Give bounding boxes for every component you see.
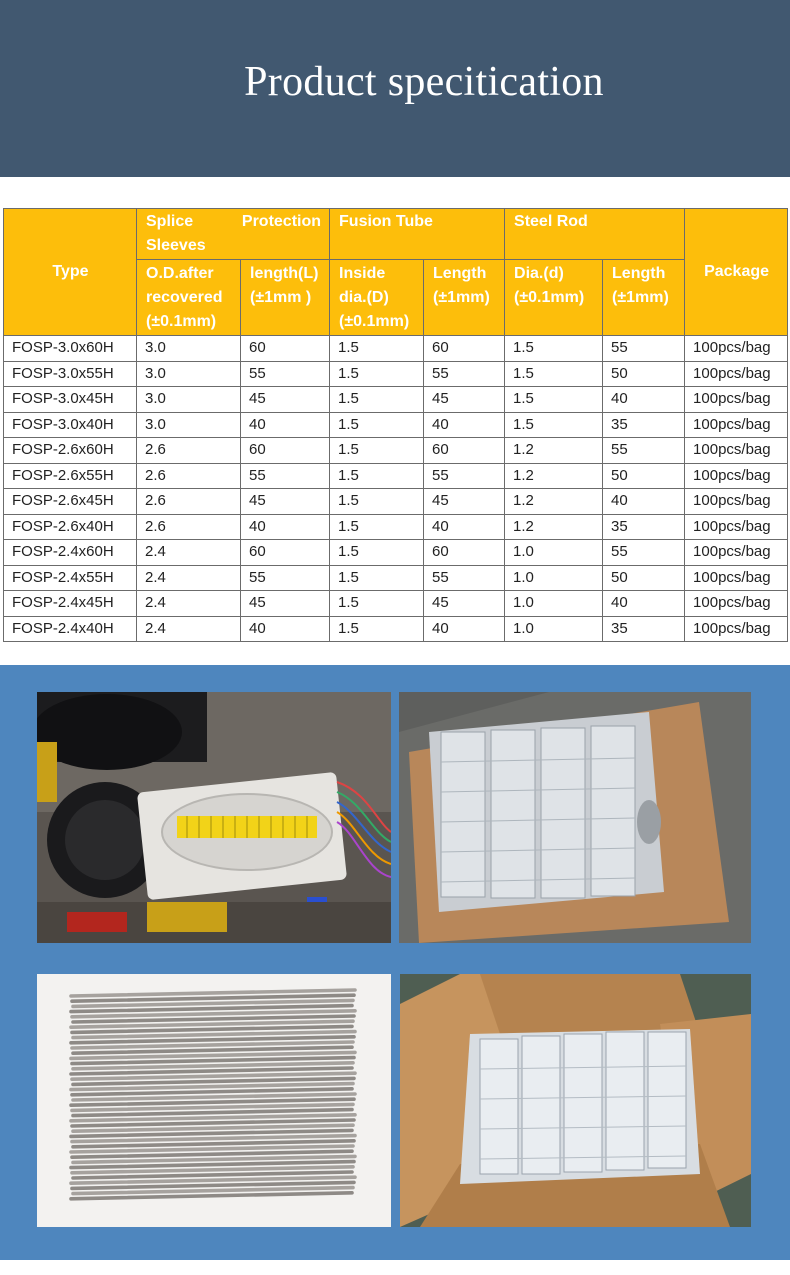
table-row bbox=[4, 591, 788, 617]
cell-rod-dia: 1.0 bbox=[505, 591, 603, 617]
cell-inside-dia: 1.5 bbox=[330, 438, 424, 464]
cell-rod-dia: 1.2 bbox=[505, 514, 603, 540]
cell-type: FOSP-2.4x55H bbox=[4, 565, 137, 591]
cell-sleeve-length: 55 bbox=[241, 361, 330, 387]
cell-inside-dia: 1.5 bbox=[330, 463, 424, 489]
header-splice-word: Splice bbox=[146, 213, 194, 230]
cell-tube-length: 60 bbox=[424, 336, 505, 362]
cell-rod-length: 55 bbox=[603, 540, 685, 566]
photo-gallery bbox=[0, 665, 790, 1260]
cell-rod-length: 35 bbox=[603, 514, 685, 540]
cell-type: FOSP-3.0x40H bbox=[4, 412, 137, 438]
table-row bbox=[4, 540, 788, 566]
header-protection-word: Protection bbox=[241, 213, 322, 230]
cell-type: FOSP-2.4x60H bbox=[4, 540, 137, 566]
cell-type: FOSP-2.4x40H bbox=[4, 616, 137, 642]
cell-inside-dia: 1.5 bbox=[330, 540, 424, 566]
cell-tube-length: 40 bbox=[424, 412, 505, 438]
cell-tube-length: 55 bbox=[424, 361, 505, 387]
table-row bbox=[4, 514, 788, 540]
cell-sleeve-length: 60 bbox=[241, 336, 330, 362]
cell-rod-length: 55 bbox=[603, 336, 685, 362]
header-inside-line1: Inside bbox=[339, 265, 386, 282]
header-rod-length-line2: (±1mm) bbox=[612, 289, 669, 306]
cell-inside-dia: 1.5 bbox=[330, 387, 424, 413]
cell-rod-dia: 1.0 bbox=[505, 565, 603, 591]
cell-od: 3.0 bbox=[137, 336, 241, 362]
header-fusion-tube: Fusion Tube bbox=[330, 209, 505, 260]
cell-od: 2.6 bbox=[137, 463, 241, 489]
cell-package: 100pcs/bag bbox=[685, 591, 788, 617]
header-od-line3: (±0.1mm) bbox=[146, 313, 217, 330]
cell-package: 100pcs/bag bbox=[685, 438, 788, 464]
cell-rod-length: 55 bbox=[603, 438, 685, 464]
header-rod-dia-line2: (±0.1mm) bbox=[514, 289, 585, 306]
cell-package: 100pcs/bag bbox=[685, 412, 788, 438]
cell-type: FOSP-2.6x60H bbox=[4, 438, 137, 464]
table-row bbox=[4, 489, 788, 515]
cell-tube-length: 45 bbox=[424, 387, 505, 413]
boxed-sleeves-photo bbox=[400, 974, 751, 1227]
cell-inside-dia: 1.5 bbox=[330, 361, 424, 387]
cell-sleeve-length: 45 bbox=[241, 387, 330, 413]
cell-type: FOSP-3.0x45H bbox=[4, 387, 137, 413]
cell-rod-dia: 1.5 bbox=[505, 387, 603, 413]
cell-type: FOSP-2.4x45H bbox=[4, 591, 137, 617]
table-row bbox=[4, 412, 788, 438]
cell-rod-length: 40 bbox=[603, 387, 685, 413]
cell-rod-dia: 1.5 bbox=[505, 412, 603, 438]
cell-type: FOSP-2.6x40H bbox=[4, 514, 137, 540]
cell-package: 100pcs/bag bbox=[685, 489, 788, 515]
cell-rod-length: 50 bbox=[603, 463, 685, 489]
header-rod-length bbox=[603, 260, 685, 336]
cell-od: 3.0 bbox=[137, 387, 241, 413]
cell-tube-length: 40 bbox=[424, 616, 505, 642]
header-inside-line3: (±0.1mm) bbox=[339, 313, 410, 330]
header-od-line1: O.D.after bbox=[146, 265, 214, 282]
cell-inside-dia: 1.5 bbox=[330, 489, 424, 515]
header-inside-dia bbox=[330, 260, 424, 336]
cell-rod-dia: 1.0 bbox=[505, 540, 603, 566]
header-sleeve-length-line2: (±1mm ) bbox=[250, 289, 312, 306]
cell-inside-dia: 1.5 bbox=[330, 336, 424, 362]
cell-od: 3.0 bbox=[137, 361, 241, 387]
cell-type: FOSP-3.0x60H bbox=[4, 336, 137, 362]
table-row bbox=[4, 565, 788, 591]
cell-rod-length: 40 bbox=[603, 591, 685, 617]
cell-tube-length: 60 bbox=[424, 438, 505, 464]
cell-rod-dia: 1.5 bbox=[505, 361, 603, 387]
cell-rod-dia: 1.2 bbox=[505, 438, 603, 464]
cell-package: 100pcs/bag bbox=[685, 565, 788, 591]
header-od-line2: recovered bbox=[146, 289, 223, 306]
cell-package: 100pcs/bag bbox=[685, 616, 788, 642]
spec-table bbox=[3, 208, 788, 642]
cell-od: 2.4 bbox=[137, 540, 241, 566]
cell-package: 100pcs/bag bbox=[685, 540, 788, 566]
table-row bbox=[4, 463, 788, 489]
cell-od: 2.6 bbox=[137, 438, 241, 464]
header-steel-rod: Steel Rod bbox=[505, 209, 685, 260]
header-package: Package bbox=[685, 209, 788, 336]
cell-tube-length: 45 bbox=[424, 591, 505, 617]
header-sleeve-length bbox=[241, 260, 330, 336]
steel-rods-photo bbox=[37, 974, 391, 1227]
header-rod-dia-line1: Dia.(d) bbox=[514, 265, 564, 282]
header-od-after-recovered bbox=[137, 260, 241, 336]
header-rod-length-line1: Length bbox=[612, 265, 666, 282]
cell-od: 2.4 bbox=[137, 565, 241, 591]
cell-sleeve-length: 60 bbox=[241, 438, 330, 464]
cell-od: 2.6 bbox=[137, 514, 241, 540]
cell-package: 100pcs/bag bbox=[685, 387, 788, 413]
cell-inside-dia: 1.5 bbox=[330, 565, 424, 591]
cell-rod-length: 35 bbox=[603, 412, 685, 438]
cell-sleeve-length: 40 bbox=[241, 616, 330, 642]
cell-package: 100pcs/bag bbox=[685, 514, 788, 540]
header-type: Type bbox=[4, 209, 137, 336]
cell-tube-length: 45 bbox=[424, 489, 505, 515]
header-tube-length-line2: (±1mm) bbox=[433, 289, 490, 306]
cell-sleeve-length: 60 bbox=[241, 540, 330, 566]
cell-inside-dia: 1.5 bbox=[330, 591, 424, 617]
header-row-main bbox=[4, 209, 788, 260]
table-row bbox=[4, 387, 788, 413]
cell-rod-length: 50 bbox=[603, 565, 685, 591]
table-row bbox=[4, 616, 788, 642]
cell-sleeve-length: 40 bbox=[241, 412, 330, 438]
banner bbox=[0, 0, 790, 177]
cell-inside-dia: 1.5 bbox=[330, 616, 424, 642]
cell-sleeve-length: 55 bbox=[241, 565, 330, 591]
table-row bbox=[4, 361, 788, 387]
cell-rod-length: 40 bbox=[603, 489, 685, 515]
cell-rod-length: 50 bbox=[603, 361, 685, 387]
cell-tube-length: 60 bbox=[424, 540, 505, 566]
bagged-sleeves-photo bbox=[399, 692, 751, 943]
cell-inside-dia: 1.5 bbox=[330, 412, 424, 438]
cell-package: 100pcs/bag bbox=[685, 463, 788, 489]
header-rod-dia bbox=[505, 260, 603, 336]
cell-sleeve-length: 55 bbox=[241, 463, 330, 489]
cell-tube-length: 55 bbox=[424, 565, 505, 591]
cell-sleeve-length: 40 bbox=[241, 514, 330, 540]
cell-rod-dia: 1.2 bbox=[505, 463, 603, 489]
splice-tray-photo bbox=[37, 692, 391, 943]
header-sleeves-word: Sleeves bbox=[146, 237, 206, 254]
header-tube-length-line1: Length bbox=[433, 265, 487, 282]
cell-od: 3.0 bbox=[137, 412, 241, 438]
header-inside-line2: dia.(D) bbox=[339, 289, 389, 306]
cell-rod-dia: 1.5 bbox=[505, 336, 603, 362]
table-row bbox=[4, 336, 788, 362]
cell-rod-length: 35 bbox=[603, 616, 685, 642]
table-row bbox=[4, 438, 788, 464]
header-sleeve-length-line1: length(L) bbox=[250, 265, 319, 282]
cell-type: FOSP-2.6x45H bbox=[4, 489, 137, 515]
cell-inside-dia: 1.5 bbox=[330, 514, 424, 540]
header-tube-length bbox=[424, 260, 505, 336]
cell-type: FOSP-3.0x55H bbox=[4, 361, 137, 387]
cell-od: 2.4 bbox=[137, 591, 241, 617]
header-splice-protection-sleeves bbox=[137, 209, 330, 260]
cell-sleeve-length: 45 bbox=[241, 489, 330, 515]
cell-rod-dia: 1.2 bbox=[505, 489, 603, 515]
cell-package: 100pcs/bag bbox=[685, 361, 788, 387]
spec-table-body bbox=[4, 336, 788, 642]
cell-sleeve-length: 45 bbox=[241, 591, 330, 617]
cell-tube-length: 55 bbox=[424, 463, 505, 489]
page-title: Product specitication bbox=[244, 59, 604, 105]
cell-rod-dia: 1.0 bbox=[505, 616, 603, 642]
cell-od: 2.4 bbox=[137, 616, 241, 642]
cell-package: 100pcs/bag bbox=[685, 336, 788, 362]
cell-type: FOSP-2.6x55H bbox=[4, 463, 137, 489]
cell-od: 2.6 bbox=[137, 489, 241, 515]
cell-tube-length: 40 bbox=[424, 514, 505, 540]
